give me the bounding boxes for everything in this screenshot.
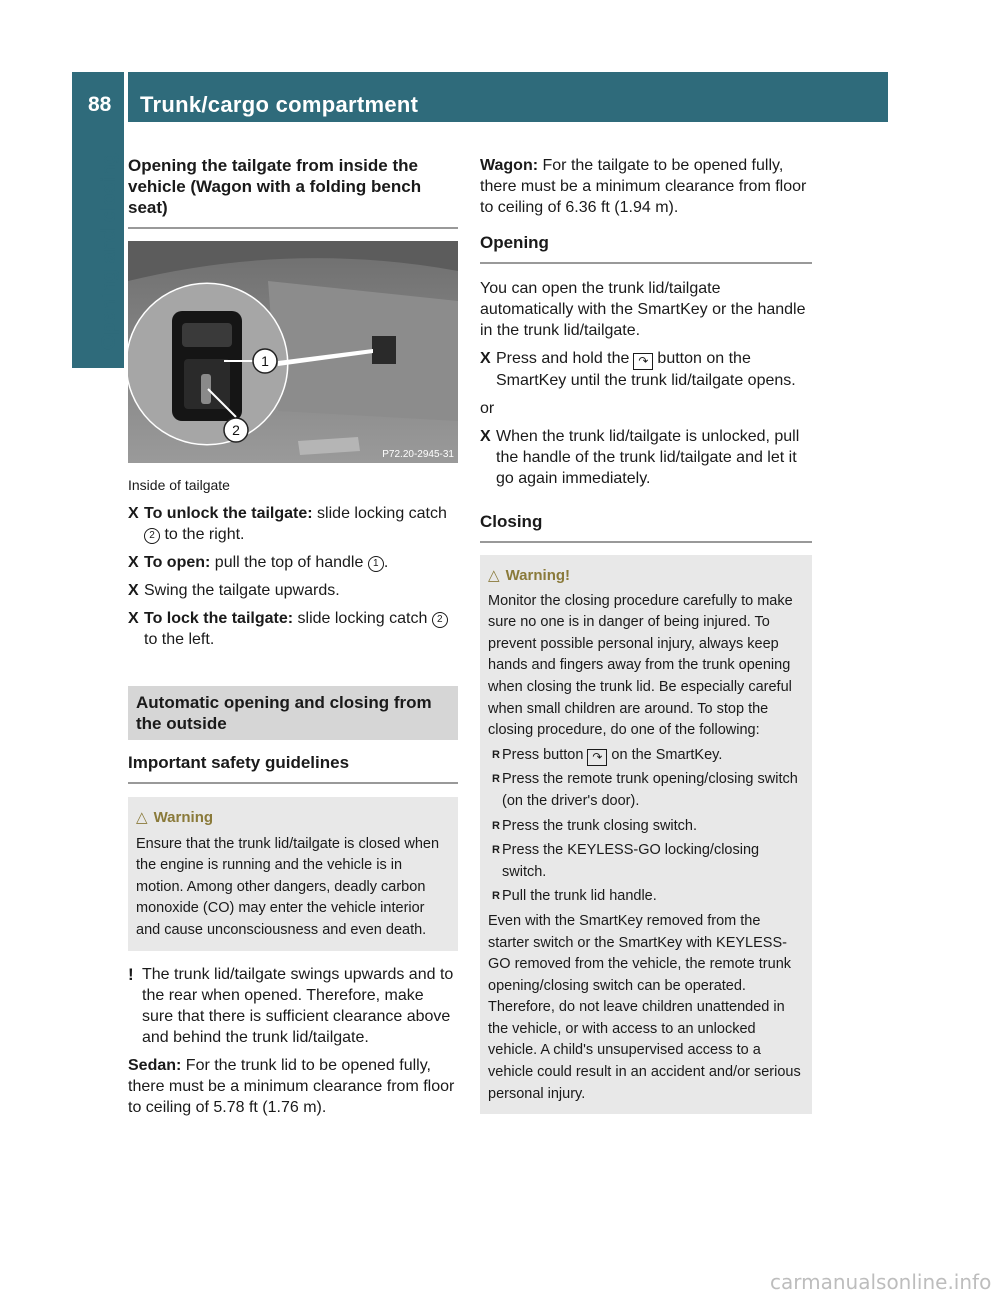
step-handle: X When the trunk lid/tailgate is unlocked, pull the handle of the trunk lid/tailgate and let it go again immediately.: [480, 428, 800, 487]
bullet-icon: R: [492, 844, 500, 857]
warning-title: Warning!: [505, 567, 571, 584]
tailgate-figure: [128, 241, 458, 463]
callout-2-label: 2: [232, 422, 240, 438]
page-header: [72, 72, 888, 122]
step-swing: X Swing the tailgate upwards.: [128, 582, 340, 599]
closing-warning-footer: Even with the SmartKey removed from the starter switch or the SmartKey with KEYLESS-GO removed from the vehicle, the remote trunk opening/closing switch can be operated. Therefore, do not leave children unattended in the vehicle, or with access to an unlocked vehicle. A child's unsupervised access to a vehicle could result in an accident and/or serious personal injury.: [488, 912, 801, 1102]
opening-intro: You can open the trunk lid/tailgate automatically with the SmartKey or the handle in the trunk lid/tailgate.: [480, 280, 806, 339]
right-column: [480, 155, 812, 1114]
callout-ref: 2: [432, 612, 448, 628]
trunk-button-icon: ↷: [633, 353, 653, 370]
watermark: carmanualsonline.info: [770, 1270, 991, 1294]
closing-warning-box: [480, 555, 812, 1114]
warning-title: Warning: [153, 809, 214, 826]
callout-ref: 2: [144, 528, 160, 544]
bullet-icon: R: [492, 819, 500, 832]
callout-1-label: 1: [261, 353, 269, 369]
step-lock: X To lock the tailgate: slide locking catch 2 to the left.: [128, 608, 458, 650]
step-smartkey: X Press and hold the ↷ button on the SmartKey until the trunk lid/tailgate opens.: [480, 350, 796, 389]
tailgate-illustration: [128, 241, 458, 463]
list-item: R Press the remote trunk opening/closing switch (on the driver's door).: [492, 771, 798, 809]
list-item: R Pull the trunk lid handle.: [488, 886, 804, 908]
closing-warning-text: Monitor the closing procedure carefully to make sure no one is in danger of being injured. To prevent possible personal injury, always keep hands and fingers away from the trunk opening when closing the trunk lid. Be especially careful when small children are around. To stop the closing procedure, do one of the following:: [488, 592, 793, 739]
chapter-title: Trunk/cargo compartment: [140, 92, 419, 117]
step-open: X To open: pull the top of handle 1 .: [128, 554, 389, 571]
section-heading-tailgate: Opening the tailgate from inside the vehicle (Wagon with a folding bench seat): [128, 155, 458, 229]
step-marker-icon: X: [128, 582, 139, 599]
bullet-icon: R: [492, 748, 500, 761]
note: ! The trunk lid/tailgate swings upwards and to the rear when opened. Therefore, make sure that there is sufficient clearance above and behind the trunk lid/tailgate.: [128, 964, 454, 1046]
step-unlock: X To unlock the tailgate: slide locking catch 2 to the right.: [128, 505, 447, 543]
bullet-icon: R: [492, 890, 500, 903]
sedan-clearance: Sedan: For the trunk lid to be opened fully, there must be a minimum clearance from floor to ceiling of 5.78 ft (1.76 m).: [128, 1056, 455, 1116]
section-heading-safety: Important safety guidelines: [128, 752, 458, 784]
bullet-icon: R: [492, 773, 500, 786]
step-marker-icon: X: [480, 350, 491, 367]
image-code: P72.20-2945-31: [382, 449, 454, 460]
section-heading-opening: Opening: [480, 232, 812, 264]
section-band-automatic: Automatic opening and closing from the outside: [128, 686, 458, 740]
list-item: R Press button ↷ on the SmartKey.: [488, 745, 804, 767]
side-tab-label: Opening and closing: [98, 152, 120, 350]
header-divider: [124, 72, 128, 122]
warning-triangle-icon: △: [136, 809, 148, 826]
section-heading-closing: Closing: [480, 511, 812, 543]
figure-caption: Inside of tailgate: [128, 477, 230, 493]
step-marker-icon: X: [128, 505, 139, 522]
trunk-button-icon: ↷: [587, 749, 607, 766]
exclamation-icon: !: [128, 964, 134, 984]
list-item: R Press the KEYLESS-GO locking/closing switch.: [492, 842, 760, 880]
warning-box: [128, 797, 458, 951]
warning-triangle-icon: △: [488, 567, 500, 584]
page-number: 88: [88, 93, 112, 116]
warning-text: Ensure that the trunk lid/tailgate is closed when the engine is running and the vehicle is in motion. Among other dangers, deadly carbon monoxide (CO) may enter the vehicle interior and cause unconsciousness and even death.: [136, 835, 440, 938]
step-marker-icon: X: [128, 554, 139, 571]
callout-ref: 1: [368, 556, 384, 572]
list-item: R Press the trunk closing switch.: [488, 816, 804, 838]
step-marker-icon: X: [128, 610, 139, 627]
wagon-clearance: Wagon: For the tailgate to be opened fully, there must be a minimum clearance from floor to ceiling of 6.36 ft (1.94 m).: [480, 157, 807, 216]
left-column: [128, 155, 458, 1118]
step-marker-icon: X: [480, 428, 491, 445]
or-text: or: [480, 400, 495, 417]
